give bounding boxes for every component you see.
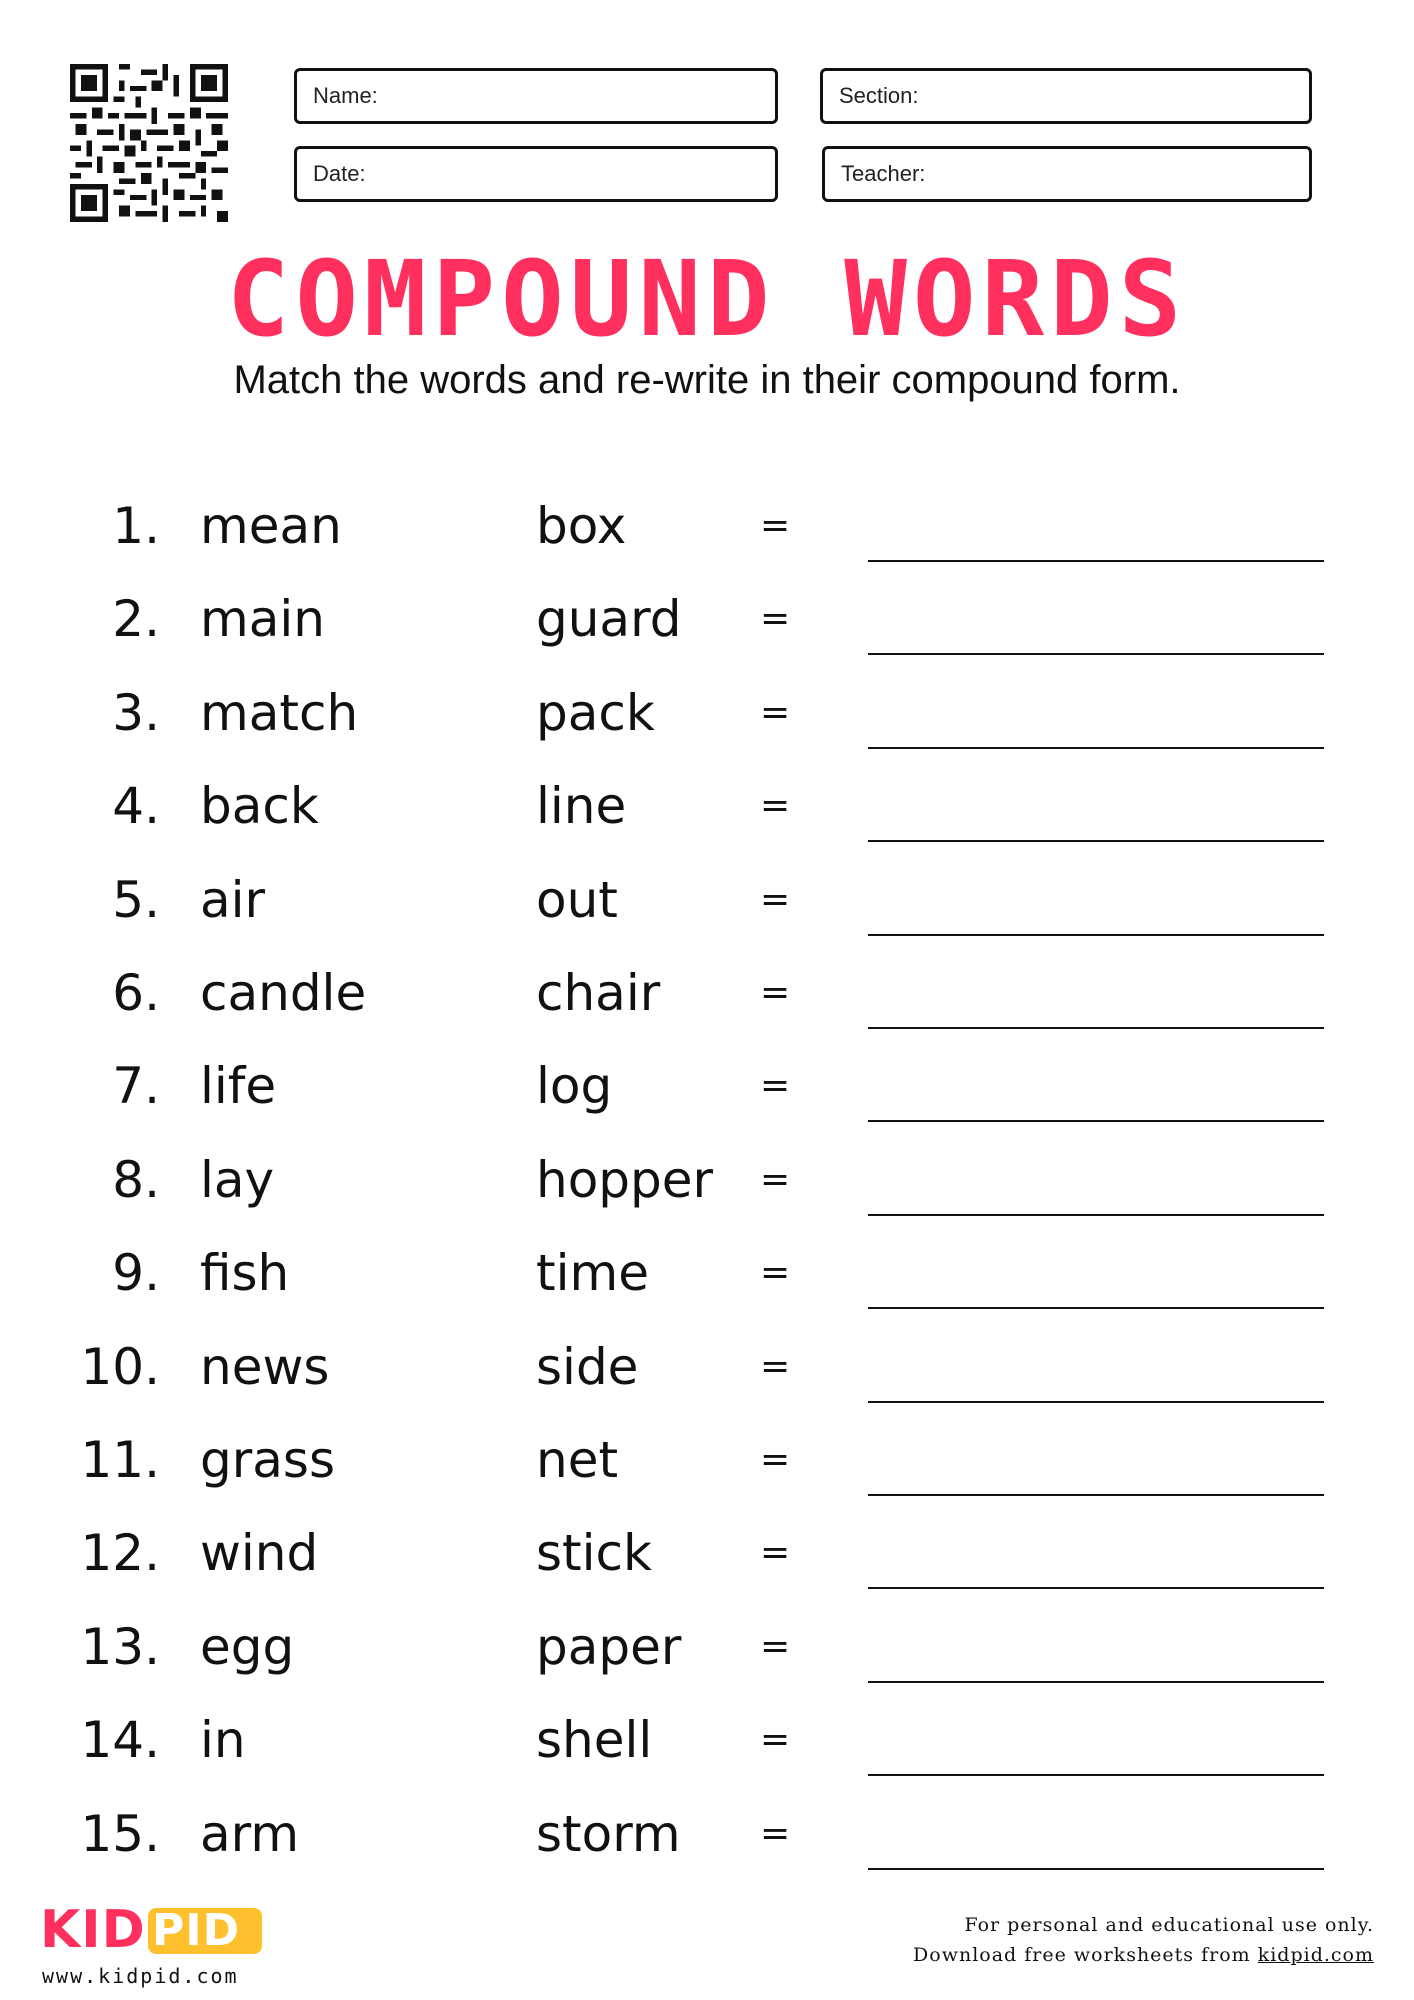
exercise-number: 15. — [80, 1804, 160, 1863]
equals-sign: = — [760, 878, 791, 920]
exercise-number: 5. — [112, 870, 160, 929]
answer-line[interactable] — [868, 1214, 1324, 1216]
second-word: log — [536, 1057, 613, 1116]
answer-line[interactable] — [868, 840, 1324, 842]
second-word: time — [536, 1244, 649, 1303]
second-word: storm — [536, 1804, 681, 1863]
answer-line[interactable] — [868, 1027, 1324, 1029]
exercise-row — [0, 1050, 1414, 1144]
footer-line-1: For personal and educational use only. — [964, 1914, 1374, 1936]
first-word: fish — [200, 1244, 290, 1303]
exercise-number: 7. — [112, 1057, 160, 1116]
equals-sign: = — [760, 1719, 791, 1761]
section-field[interactable] — [820, 68, 1312, 124]
exercise-number: 6. — [112, 964, 160, 1022]
answer-line[interactable] — [868, 934, 1324, 936]
answer-line[interactable] — [868, 1494, 1324, 1496]
equals-sign: = — [760, 505, 791, 546]
exercise-row — [0, 1611, 1414, 1705]
date-label: Date: — [313, 161, 366, 186]
exercise-row — [0, 1517, 1414, 1611]
first-word: lay — [200, 1150, 275, 1209]
first-word: life — [200, 1057, 277, 1116]
teacher-label: Teacher: — [841, 161, 926, 186]
first-word: egg — [200, 1617, 295, 1676]
answer-line[interactable] — [868, 1587, 1324, 1589]
qr-code-icon — [70, 64, 228, 222]
first-word: news — [200, 1337, 330, 1396]
exercise-number: 4. — [112, 777, 160, 836]
exercise-number: 3. — [112, 683, 160, 742]
second-word: paper — [536, 1617, 682, 1676]
answer-line[interactable] — [868, 653, 1324, 655]
equals-sign: = — [760, 785, 791, 827]
answer-line[interactable] — [868, 1868, 1324, 1870]
equals-sign: = — [760, 691, 791, 733]
equals-sign: = — [760, 598, 791, 640]
first-word: air — [200, 870, 266, 929]
second-word: stick — [536, 1524, 652, 1583]
worksheet-title: COMPOUND WORDS — [226, 238, 1188, 360]
exercise-number: 9. — [112, 1244, 160, 1303]
logo-pid-text: PID — [152, 1905, 241, 1956]
answer-line[interactable] — [868, 560, 1324, 562]
first-word: candle — [200, 964, 367, 1022]
exercise-number: 8. — [112, 1150, 160, 1209]
second-word: chair — [536, 964, 661, 1022]
equals-sign: = — [760, 1345, 791, 1387]
second-word: guard — [536, 590, 682, 649]
answer-line[interactable] — [868, 1401, 1324, 1403]
equals-sign: = — [760, 1625, 791, 1667]
exercise-row — [0, 1704, 1414, 1798]
first-word: arm — [200, 1804, 300, 1863]
answer-line[interactable] — [868, 1774, 1324, 1776]
first-word: wind — [200, 1524, 319, 1583]
exercise-number: 14. — [80, 1711, 160, 1770]
teacher-field[interactable] — [822, 146, 1312, 202]
equals-sign: = — [760, 1065, 791, 1107]
logo-url: www.kidpid.com — [42, 1964, 239, 1988]
exercise-row — [0, 1237, 1414, 1331]
first-word: back — [200, 777, 319, 836]
exercise-row — [0, 864, 1414, 958]
second-word: side — [536, 1337, 639, 1396]
date-field[interactable] — [294, 146, 778, 202]
equals-sign: = — [760, 1252, 791, 1294]
answer-line[interactable] — [868, 1307, 1324, 1309]
second-word: box — [536, 497, 627, 555]
kidpid-logo — [40, 1900, 240, 1990]
exercise-row — [0, 770, 1414, 864]
answer-line[interactable] — [868, 1120, 1324, 1122]
exercise-number: 13. — [80, 1617, 160, 1676]
exercise-row — [0, 583, 1414, 677]
first-word: grass — [200, 1431, 336, 1489]
exercise-row — [0, 1424, 1414, 1518]
second-word: hopper — [536, 1150, 714, 1209]
equals-sign: = — [760, 1158, 791, 1200]
second-word: out — [536, 870, 618, 929]
footer-line-2 — [913, 1940, 1374, 1970]
instruction-text: Match the words and re-write in their compound form. — [233, 358, 1181, 402]
logo-kid-text: KID — [40, 1900, 146, 1960]
footer-note — [913, 1910, 1374, 1970]
exercise-row — [0, 957, 1414, 1051]
exercise-row — [0, 1144, 1414, 1238]
exercise-number: 12. — [80, 1524, 160, 1583]
second-word: shell — [536, 1711, 653, 1770]
second-word: line — [536, 777, 627, 836]
exercise-number: 2. — [112, 590, 160, 649]
first-word: main — [200, 590, 325, 649]
equals-sign: = — [760, 1439, 791, 1480]
first-word: in — [200, 1711, 246, 1770]
section-label: Section: — [839, 83, 919, 108]
exercise-number: 1. — [112, 497, 160, 555]
first-word: match — [200, 683, 359, 742]
name-label: Name: — [313, 83, 378, 108]
second-word: pack — [536, 683, 655, 742]
equals-sign: = — [760, 1532, 791, 1574]
exercise-row — [0, 677, 1414, 771]
exercise-number: 10. — [80, 1337, 160, 1396]
exercise-row — [0, 1798, 1414, 1892]
footer-link[interactable]: kidpid.com — [1257, 1944, 1374, 1966]
equals-sign: = — [760, 972, 791, 1013]
equals-sign: = — [760, 1812, 791, 1854]
first-word: mean — [200, 497, 342, 555]
exercise-row — [0, 1331, 1414, 1425]
second-word: net — [536, 1431, 619, 1489]
answer-line[interactable] — [868, 1681, 1324, 1683]
answer-line[interactable] — [868, 747, 1324, 749]
footer-line-2-prefix: Download free worksheets from — [913, 1944, 1258, 1966]
name-field[interactable] — [294, 68, 778, 124]
exercise-number: 11. — [80, 1431, 160, 1489]
exercise-row — [0, 490, 1414, 584]
